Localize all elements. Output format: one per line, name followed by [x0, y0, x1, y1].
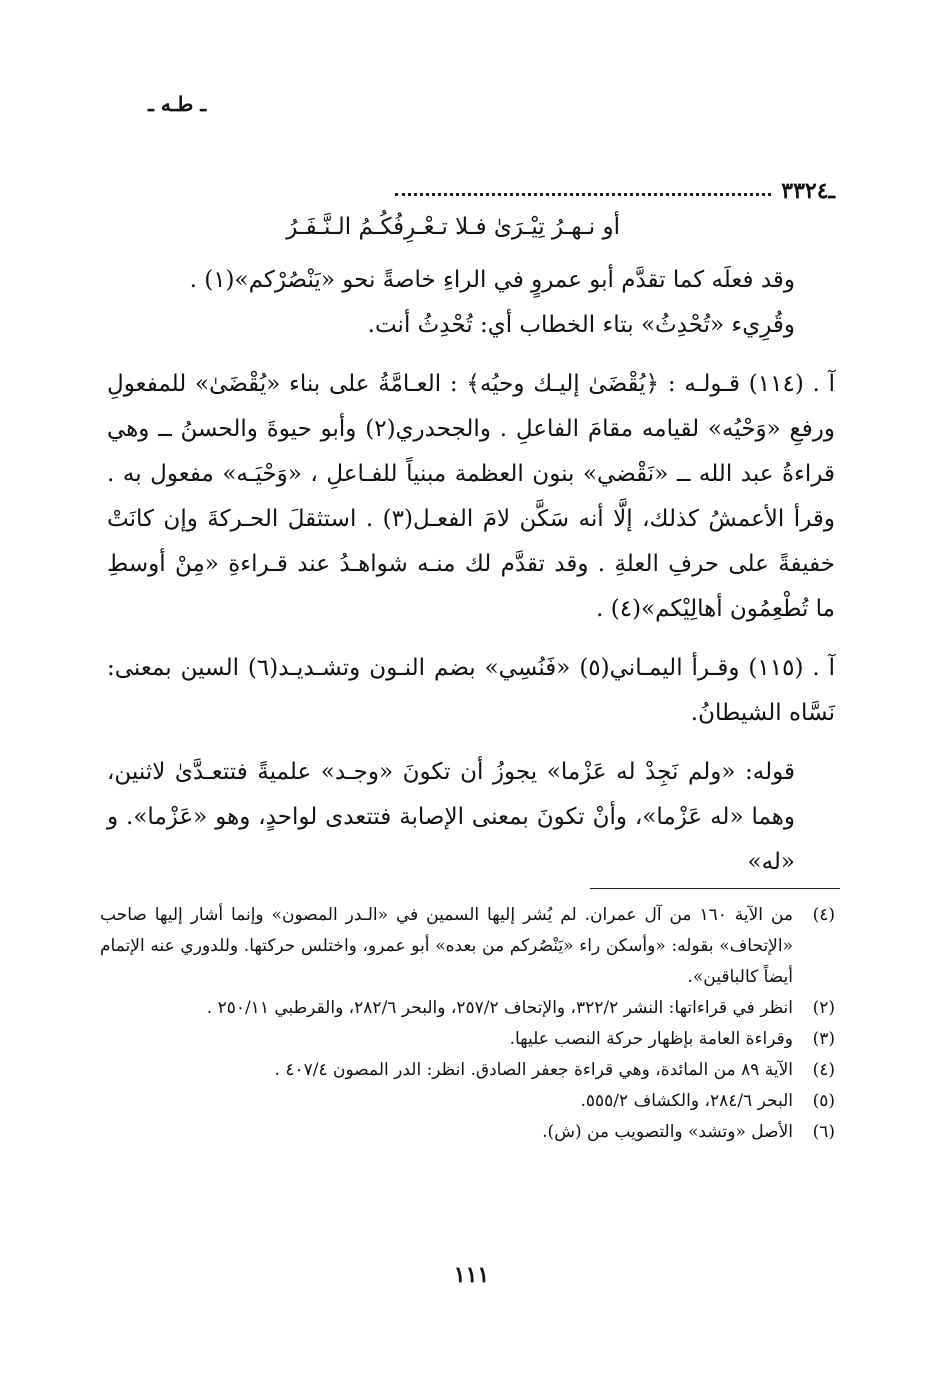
- footnote-text: الآية ٨٩ من المائدة، وهي قراءة جعفر الصادق. انظر: الدر المصون ٤٠٧/٤ .: [274, 1060, 793, 1080]
- footnote-number: (٣): [812, 1029, 835, 1049]
- footnote-separator: [590, 888, 840, 889]
- paragraph: وقُرِيء «تُحْدِثُ» بتاء الخطاب أي: تُحْدِثُ أنت.: [367, 312, 795, 338]
- footnote-text: وقراءة العامة بإظهار حركة النصب عليها.: [509, 1029, 793, 1049]
- footnotes: [100, 900, 835, 1148]
- paragraph: آ . (١١٥) وقـرأ اليمـاني(٥) «فَنُسِي» بضم النـون وتشـديـد(٦) السين بمعنى: نَسَّاه الشيطانُ.: [107, 655, 835, 726]
- footnote: [100, 1055, 835, 1086]
- footnote-text: الأصل «وتشد» والتصويب من (ش).: [542, 1122, 793, 1142]
- paragraph: قوله: «ولم نَجِدْ له عَزْما» يجوزُ أن تكونَ «وجـد» علميةً فتتعـدَّىٰ لاثنين، وهما «له عَزْما»، وأنْ تكونَ بمعنى الإصابة فتتعدى لواحدٍ، وهو «عَزْما». و «له»: [107, 759, 796, 875]
- running-head: ـ طـه ـ: [148, 92, 207, 116]
- footnote-text: انظر في قراءاتها: النشر ٣٢٢/٢، والإتحاف ٢٥٧/٢، والبحر ٢٨٢/٦، والقرطبي ٢٥٠/١١ .: [206, 998, 793, 1018]
- footnote-text: من الآية ١٦٠ من آل عمران. لم يُشر إليها السمين في «الـدر المصون» وإنما أشار إليها صاحب «الإتحاف» بقوله: «وأسكن راء «يَنْصُركم من بعده» أبو عمرو، واختلس حركتها. وللدوري عنه الإتمام أيضاً كالباقين».: [100, 905, 793, 987]
- reference-line: [395, 178, 835, 204]
- footnote-number: (٦): [812, 1122, 835, 1142]
- footnote: [100, 900, 835, 993]
- main-text: [107, 205, 835, 885]
- verse-line: أو نـهـرُ تِيْـرَىٰ فـلا تـعْـرِفُكُـمُ الـنَّـفَـرُ: [286, 214, 620, 240]
- footnote: [100, 1117, 835, 1148]
- page-number: ١١١: [453, 1262, 490, 1288]
- footnote-number: (٤): [812, 905, 835, 925]
- footnote-number: (٢): [812, 998, 835, 1018]
- footnote-number: (٤): [812, 1060, 835, 1080]
- reference-number: ـ٣٣٢٤: [781, 178, 835, 204]
- footnote-text: البحر ٢٨٤/٦، والكشاف ٥٥٥/٢.: [580, 1091, 793, 1111]
- dotted-leader: [395, 193, 771, 196]
- footnote-number: (٥): [812, 1091, 835, 1111]
- paragraph: آ . (١١٤) قـولـه : ﴿يُقْضَىٰ إليـك وحيُه﴾ : العـامَّةُ على بناء «يُقْضَىٰ» للمفعولِ ورفعِ «وَحْيُه» لقيامه مقامَ الفاعلِ . والجحدري(٢) وأبو حيوةَ والحسنُ ــ وهي قراءةُ عبد الله ــ «نَقْضي» بنون العظمة مبنياً للفـاعلِ ، «وَحْيَـه» مفعول به . وقرأ الأعمشُ كذلك، إلَّا أنه سَكَّن لامَ الفعـل(٣) . استثقلَ الحـركةَ وإن كانَتْ خفيفةً على حرفِ العلةِ . وقد تقدَّم لك منـه شواهـدُ عند قـراءةِ «مِنْ أوسطِ ما تُطْعِمُون أهالِيْكم»(٤) .: [107, 371, 835, 622]
- paragraph: وقد فعلَه كما تقدَّم أبو عمروٍ في الراءِ خاصةً نحو «يَنْصُرْكم»(١) .: [189, 267, 795, 293]
- footnote: [100, 1086, 835, 1117]
- footnote: [100, 993, 835, 1024]
- footnote: [100, 1024, 835, 1055]
